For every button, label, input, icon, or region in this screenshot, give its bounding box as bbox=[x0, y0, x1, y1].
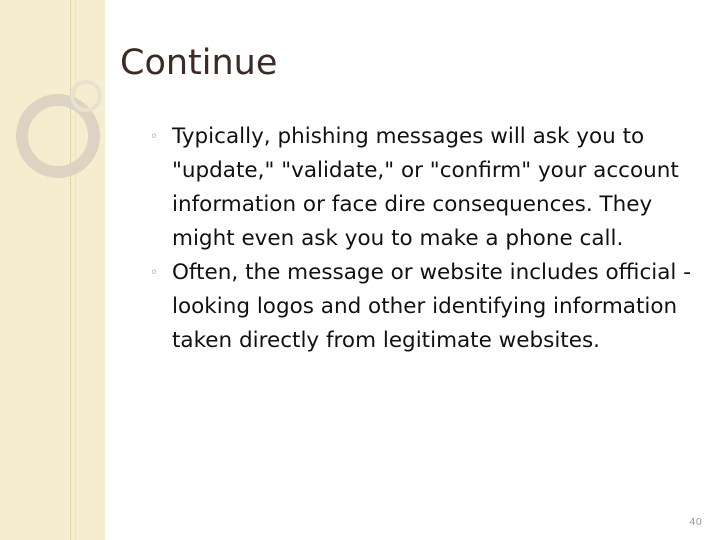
bullet-item bbox=[150, 120, 710, 256]
bullet-text: Typically, phishing messages will ask you to "update," "validate," or "confirm" your account information or face dire consequences. They might even ask you to make a phone call. bbox=[172, 124, 679, 251]
bullet-marker-icon: ◦ bbox=[150, 129, 159, 145]
slide-title: Continue bbox=[120, 43, 278, 83]
page-number: 40 bbox=[689, 517, 702, 528]
bullet-marker-icon: ◦ bbox=[150, 265, 159, 281]
decorative-ring-graphic bbox=[0, 0, 120, 200]
bullet-item bbox=[150, 256, 710, 358]
bullet-text: Often, the message or website includes official -looking logos and other identifying information taken directly from legitimate websites. bbox=[172, 260, 692, 353]
bullet-list bbox=[150, 120, 710, 358]
